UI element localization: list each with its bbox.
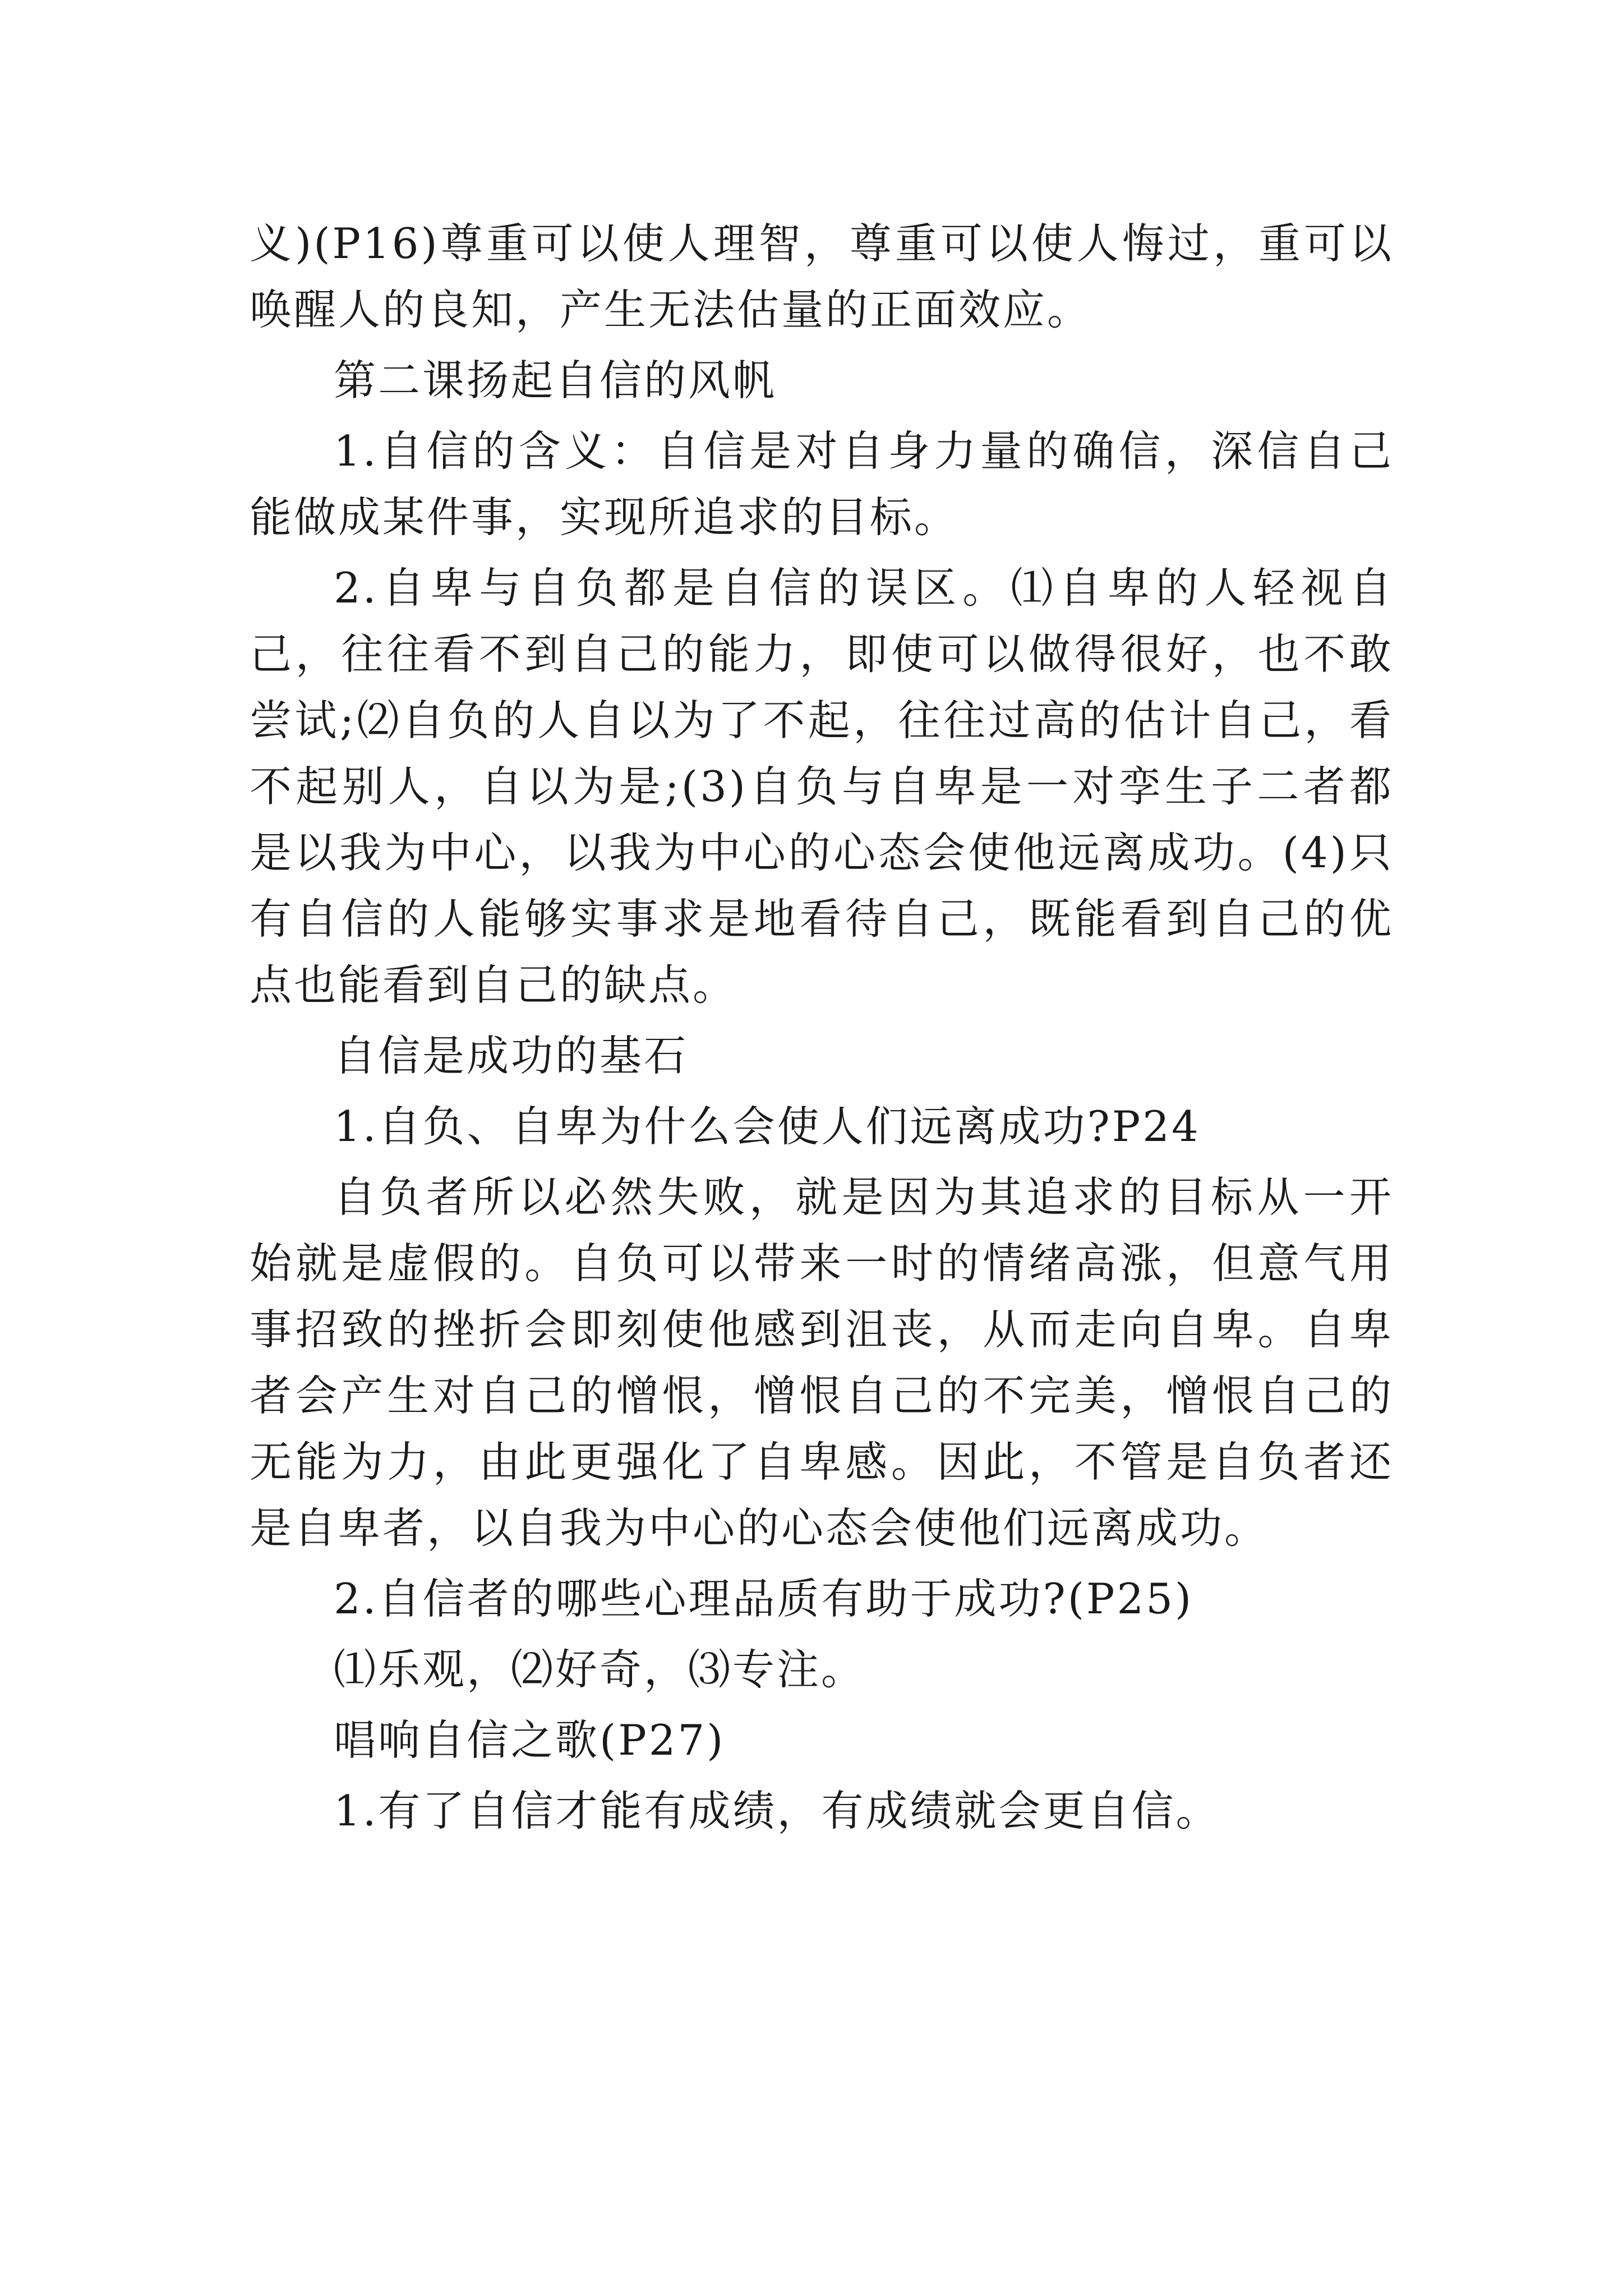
document-body: [250, 210, 1394, 1848]
question-psychological-qualities: 2.自信者的哪些心理品质有助于成功?(P25): [334, 1574, 1194, 1623]
paragraph-answer-arrogance-inferiority: 自负者所以必然失败，就是因为其追求的目标从一开始就是虚假的。自负可以带来一时的情绪高涨，但意气用事招致的挫折会即刻使他感到沮丧，从而走向自卑。自卑者会产生对自己的憎恨，憎恨自己的不完美，憎恨自己的无能为力，由此更强化了自卑感。因此，不管是自负者还是自卑者，以自我为中心的心态会使他们远离成功。: [250, 1172, 1394, 1553]
paragraph-confidence-misconceptions: 2.自卑与自负都是自信的误区。⑴自卑的人轻视自己，往往看不到自己的能力，即使可以做得很好，也不敢尝试;⑵自负的人自以为了不起，往往过高的估计自己，看不起别人，自以为是;(3)自负与自卑是一对孪生子二者都是以我为中心，以我为中心的心态会使他远离成功。(4)只有自信的人能够实事求是地看待自己，既能看到自己的优点也能看到自己的缺点。: [250, 563, 1394, 1010]
question-why-far-from-success: 1.自负、自卑为什么会使人们远离成功?P24: [334, 1102, 1201, 1151]
lesson-heading: 第二课扬起自信的风帆: [334, 356, 777, 405]
answer-qualities-list: ⑴乐观，⑵好奇，⑶专注。: [334, 1645, 866, 1694]
paragraph-confidence-achievement: 1.有了自信才能有成绩，有成绩就会更自信。: [334, 1786, 1220, 1835]
section-heading-sing-confidence: 唱响自信之歌(P27): [334, 1715, 726, 1765]
paragraph-respect-continuation: 义)(P16)尊重可以使人理智，尊重可以使人悔过，重可以唤醒人的良知，产生无法估量的正面效应。: [250, 219, 1394, 334]
section-heading-cornerstone: 自信是成功的基石: [334, 1031, 689, 1080]
paragraph-confidence-definition: 1.自信的含义：自信是对自身力量的确信，深信自己能做成某件事，实现所追求的目标。: [250, 426, 1394, 542]
